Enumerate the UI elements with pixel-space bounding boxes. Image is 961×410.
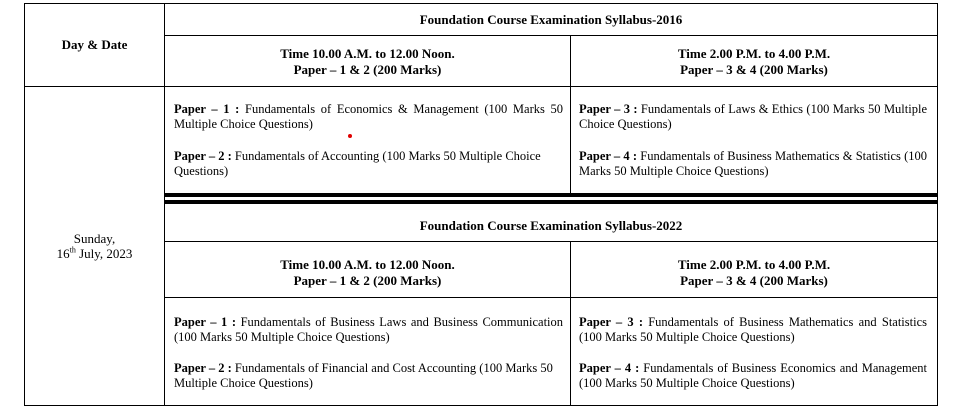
afternoon-papers: Paper – 3 & 4 (200 Marks) — [680, 62, 828, 77]
paper-text: Fundamentals of Business Economics and Management (100 Marks 50 Multiple Choice Questions) — [579, 361, 928, 390]
paper-text: Fundamentals of Accounting (100 Marks 50 Multiple Choice Questions) — [174, 149, 541, 178]
day-date-header: Day & Date — [61, 37, 128, 52]
table-border-top — [24, 3, 938, 4]
exam-date-line — [25, 246, 164, 261]
paper-label: Paper – 3 : — [579, 102, 638, 116]
morning-time: Time 10.00 A.M. to 12.00 Noon. — [280, 257, 455, 272]
paper-label: Paper – 1 : — [174, 102, 240, 116]
time-2016-divider — [164, 86, 938, 87]
paper-label: Paper – 2 : — [174, 361, 232, 375]
morning-papers: Paper – 1 & 2 (200 Marks) — [293, 62, 442, 77]
syllabus-2016-paper-3 — [579, 102, 927, 132]
syllabus-2022-title: Foundation Course Examination Syllabus-2022 — [419, 218, 683, 233]
exam-date — [25, 231, 164, 261]
paper-label: Paper – 1 : — [174, 315, 237, 329]
morning-time: Time 10.00 A.M. to 12.00 Noon. — [280, 46, 455, 61]
red-dot-mark — [348, 134, 352, 138]
exam-day-suffix: th — [69, 245, 76, 255]
afternoon-time: Time 2.00 P.M. to 4.00 P.M. — [677, 257, 831, 272]
table-border-left — [24, 3, 25, 406]
paper-label: Paper – 4 : — [579, 361, 640, 375]
afternoon-papers: Paper – 3 & 4 (200 Marks) — [680, 273, 828, 288]
syllabus-2016-morning-header — [165, 46, 570, 78]
syllabus-2016-paper-1 — [174, 102, 563, 132]
paper-text: Fundamentals of Laws & Ethics (100 Marks 50 Multiple Choice Questions) — [579, 102, 927, 131]
title-2022-divider — [164, 241, 938, 242]
header-row-divider — [24, 86, 165, 87]
thick-separator-top — [164, 193, 938, 197]
afternoon-time: Time 2.00 P.M. to 4.00 P.M. — [677, 46, 831, 61]
paper-text: Fundamentals of Financial and Cost Accounting (100 Marks 50 Multiple Choice Questions) — [174, 361, 553, 390]
syllabus-2022-afternoon-header — [571, 257, 937, 289]
syllabus-2016-paper-4 — [579, 149, 927, 179]
exam-weekday: Sunday, — [73, 231, 116, 246]
syllabus-2022-paper-3 — [579, 315, 927, 345]
paper-label: Paper – 3 : — [579, 315, 643, 329]
syllabus-2016-title: Foundation Course Examination Syllabus-2016 — [419, 12, 683, 27]
morning-papers: Paper – 1 & 2 (200 Marks) — [293, 273, 442, 288]
paper-label: Paper – 2 : — [174, 149, 232, 163]
thick-separator-bottom — [164, 200, 938, 204]
table-border-bottom — [24, 405, 938, 406]
syllabus-2022-paper-1 — [174, 315, 563, 345]
table-border-right — [937, 3, 938, 406]
paper-label: Paper – 4 : — [579, 149, 638, 163]
syllabus-2016-afternoon-header — [571, 46, 937, 78]
syllabus-2022-morning-header — [165, 257, 570, 289]
exam-day: 16 — [56, 246, 70, 261]
syllabus-2016-paper-2 — [174, 149, 563, 179]
paper-text: Fundamentals of Business Laws and Business Communication (100 Marks 50 Multiple Choice Questions) — [174, 315, 564, 344]
paper-text: Fundamentals of Business Mathematics and Statistics (100 Marks 50 Multiple Choice Questions) — [579, 315, 928, 344]
title-2016-divider — [164, 35, 938, 36]
paper-text: Fundamentals of Economics & Management (100 Marks 50 Multiple Choice Questions) — [174, 102, 563, 131]
syllabus-2022-paper-2 — [174, 361, 563, 391]
paper-text: Fundamentals of Business Mathematics & Statistics (100 Marks 50 Multiple Choice Questions) — [579, 149, 927, 178]
syllabus-2022-paper-4 — [579, 361, 927, 391]
exam-month-year: July, 2023 — [75, 246, 133, 261]
time-2022-divider — [164, 297, 938, 298]
